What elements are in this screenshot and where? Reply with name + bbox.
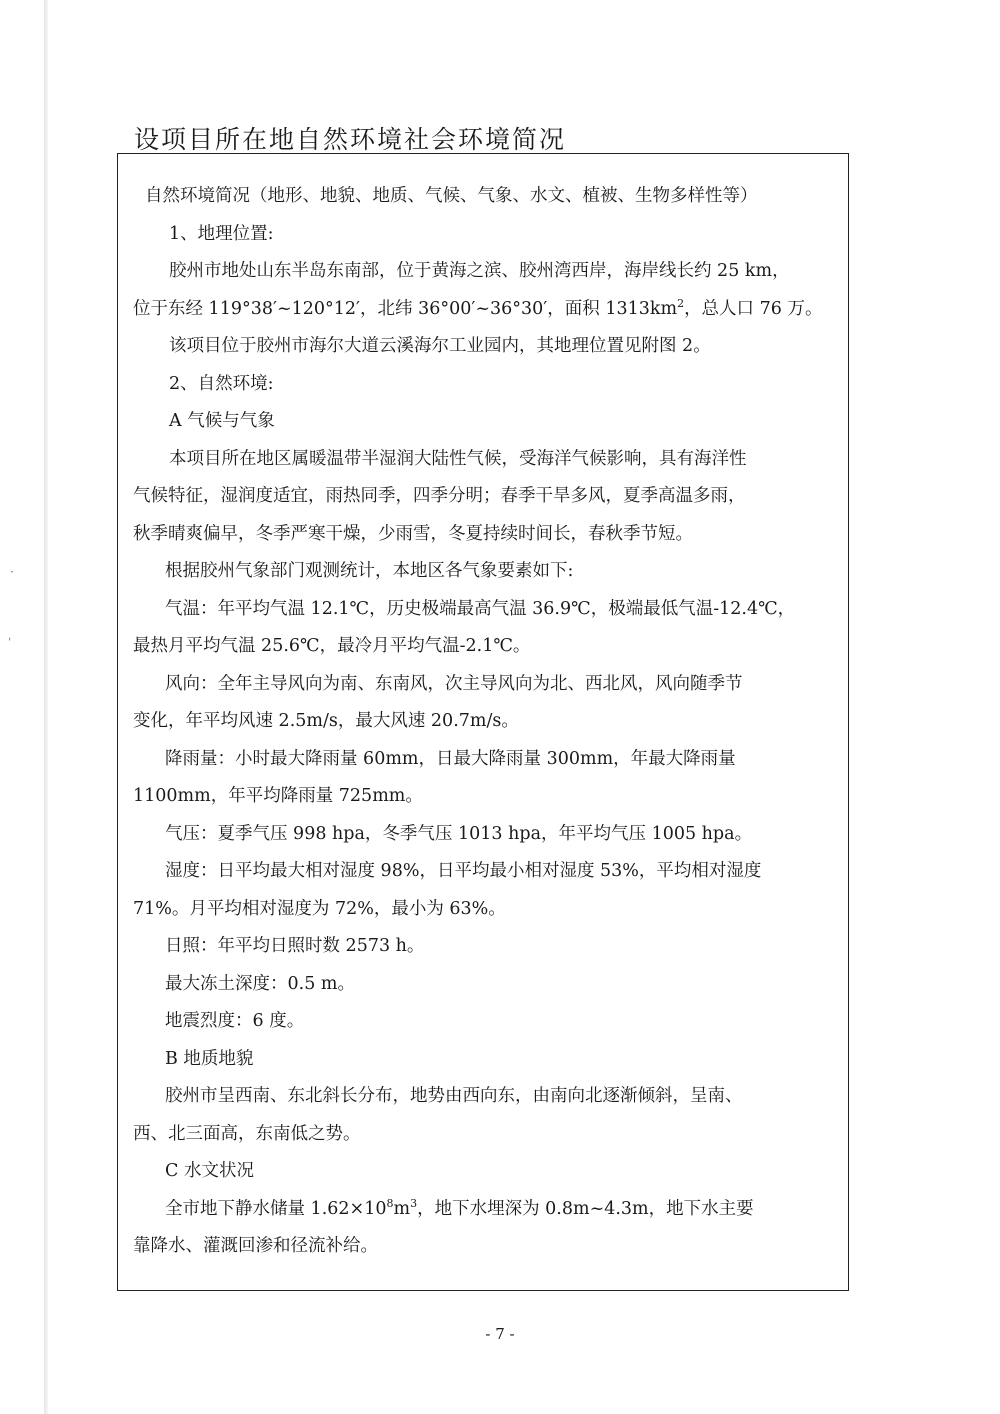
climate-text: 秋季晴爽偏早，冬季严寒干燥，少雨雪，冬夏持续时间长，春秋季节短。 xyxy=(133,523,693,544)
content-body xyxy=(133,178,849,1266)
subsection-heading-geology: B 地质地貌 xyxy=(165,1048,254,1069)
hydrology-text: 全市地下静水储量 $1.62\times 10^8m^3$，地下水埋深为 0.8m~4.3m，地下水主要 xyxy=(165,1196,754,1219)
sunshine-text: 日照：年平均日照时数 2573 h。 xyxy=(165,936,425,956)
seismic-text: 地震烈度：6 度。 xyxy=(165,1011,305,1031)
frost-depth-text: 最大冻土深度：0.5 m。 xyxy=(165,973,355,994)
rainfall-text: 降雨量：小时最大降雨量 60mm，日最大降雨量 300mm，年最大降雨量 xyxy=(165,748,736,769)
subsection-heading-hydrology: C 水文状况 xyxy=(165,1161,254,1181)
temperature-text: 最热月平均气温 25.6℃，最冷月平均气温-2.1℃。 xyxy=(133,636,531,656)
scan-speck: · xyxy=(10,565,14,579)
geology-text: 西、北三面高，东南低之势。 xyxy=(133,1123,361,1144)
rainfall-text: 1100mm，年平均降雨量 725mm。 xyxy=(133,786,423,806)
pressure-text: 气压：夏季气压 998 hpa，冬季气压 1013 hpa，年平均气压 1005 hpa。 xyxy=(165,823,753,844)
scan-speck: ˌ xyxy=(8,628,12,642)
page-number: - 7 - xyxy=(485,1325,515,1343)
wind-text: 变化，年平均风速 2.5m/s，最大风速 20.7m/s。 xyxy=(133,711,519,731)
wind-text: 风向：全年主导风向为南、东南风，次主导风向为北、西北风，风向随季节 xyxy=(165,673,743,694)
climate-text: 本项目所在地区属暖温带半湿润大陆性气候，受海洋气候影响，具有海洋性 xyxy=(169,448,747,469)
subsection-heading-climate: A 气候与气象 xyxy=(169,411,275,431)
location-text: 位于东经 119°38′~120°12′，北纬 36°00′~36°30′，面积 $1313km^2$，总人口 76 万。 xyxy=(133,296,823,319)
humidity-text: 湿度：日平均最大相对湿度 98%，日平均最小相对湿度 53%，平均相对湿度 xyxy=(165,861,762,881)
section-header: 自然环境简况（地形、地貌、地质、气候、气象、水文、植被、生物多样性等） xyxy=(145,186,758,206)
page-title: 设项目所在地自然环境社会环境简况 xyxy=(134,125,567,154)
section-heading-location: 1、地理位置: xyxy=(169,223,274,244)
section-heading-environment: 2、自然环境: xyxy=(169,373,274,394)
location-text: 该项目位于胶州市海尔大道云溪海尔工业园内，其地理位置见附图 2。 xyxy=(169,336,711,356)
temperature-text: 气温：年平均气温 12.1℃，历史极端最高气温 36.9℃，极端最低气温-12.4℃， xyxy=(165,598,796,619)
location-text: 胶州市地处山东半岛东南部，位于黄海之滨、胶州湾西岸，海岸线长约 25 km， xyxy=(169,261,790,281)
climate-text: 气候特征，湿润度适宜，雨热同季，四季分明；春季干旱多风，夏季高温多雨， xyxy=(133,486,746,506)
scan-edge-shadow xyxy=(44,0,48,1414)
stats-intro: 根据胶州气象部门观测统计，本地区各气象要素如下: xyxy=(165,561,574,581)
hydrology-text: 靠降水、灌溉回渗和径流补给。 xyxy=(133,1236,378,1256)
geology-text: 胶州市呈西南、东北斜长分布，地势由西向东，由南向北逐渐倾斜，呈南、 xyxy=(165,1086,743,1106)
humidity-text: 71%。月平均相对湿度为 72%，最小为 63%。 xyxy=(133,898,506,919)
